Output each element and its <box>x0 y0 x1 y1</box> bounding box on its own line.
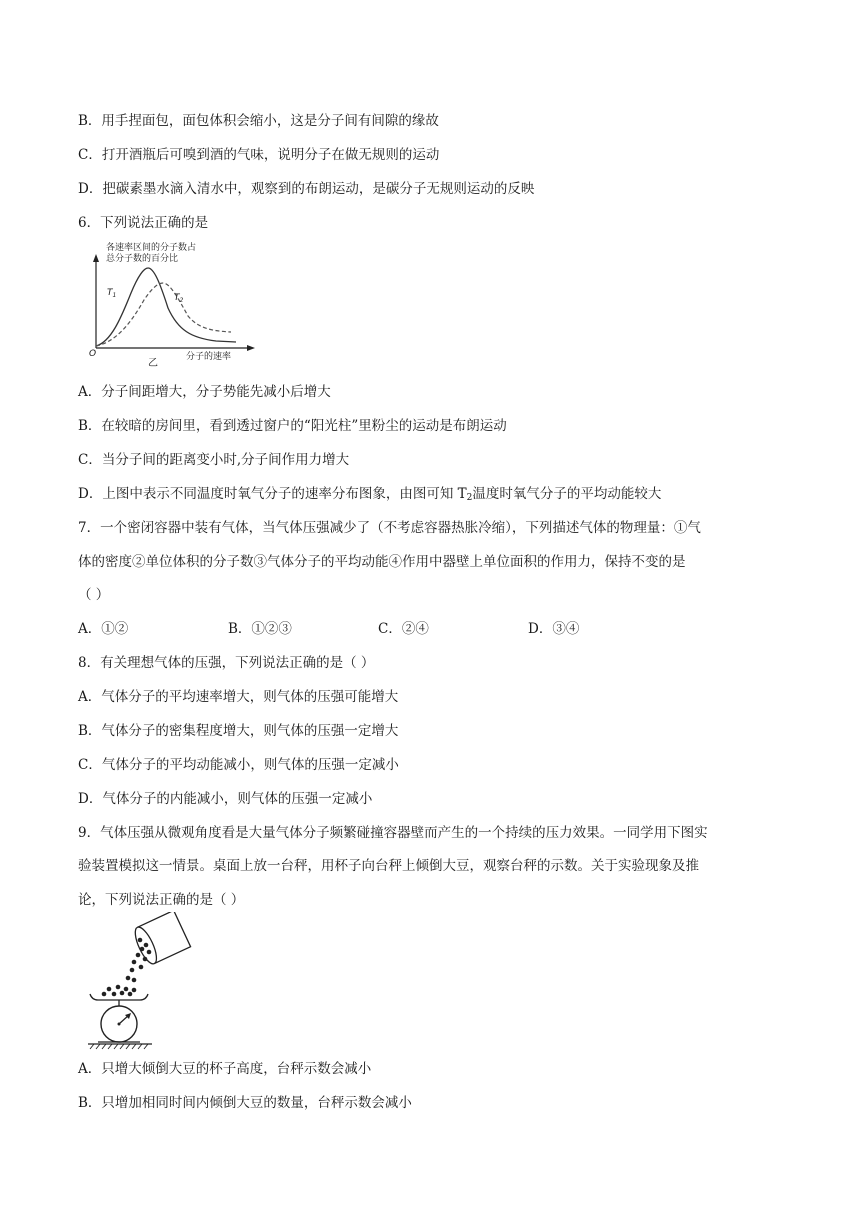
graph-xlabel: 分子的速率 <box>186 352 232 362</box>
q6-option-a: A．分子间距增大，分子势能先减小后增大 <box>78 384 331 400</box>
q6-stem: 6．下列说法正确的是 <box>78 215 209 231</box>
graph-origin: O <box>89 349 97 359</box>
q8-option-c: C．气体分子的平均动能减小，则气体的压强一定减小 <box>78 757 399 773</box>
q6-option-c: C．当分子间的距离变小时,分子间作用力增大 <box>78 452 350 468</box>
label-t1: $T_1$ <box>107 288 117 299</box>
q7-option-b: B．①②③ <box>228 621 292 637</box>
q7-option-a: A．①② <box>78 621 129 637</box>
q9-option-a: A．只增大倾倒大豆的杯子高度，台秤示数会减小 <box>78 1061 372 1077</box>
q8-option-a: A．气体分子的平均速率增大，则气体的压强可能增大 <box>78 689 399 705</box>
bean-scale-illustration <box>84 912 204 1050</box>
q7-option-d: D．③④ <box>528 621 580 637</box>
q9-stem-line3: 论，下列说法正确的是（ ） <box>78 892 245 908</box>
curve-t1 <box>96 268 236 346</box>
graph-x-arrow <box>247 345 255 351</box>
graph-ylabel-line2: 总分子数的百分比 <box>106 254 179 264</box>
table-hatching <box>90 1044 148 1049</box>
q7-stem-line3: （ ） <box>78 587 110 603</box>
q9-option-b: B．只增加相同时间内倾倒大豆的数量，台秤示数会减小 <box>78 1095 412 1111</box>
q5-option-d: D．把碳素墨水滴入清水中，观察到的布朗运动，是碳分子无规则运动的反映 <box>78 181 535 197</box>
q7-stem-line2: 体的密度②单位体积的分子数③气体分子的平均动能④作用中器壁上单位面积的作用力，保持不变的是 <box>78 554 686 570</box>
q5-option-b: B．用手捏面包，面包体积会缩小，这是分子间有间隙的缘故 <box>78 113 439 129</box>
label-t2: $T_2$ <box>174 293 184 304</box>
q8-stem: 8．有关理想气体的压强，下列说法正确的是（ ） <box>78 655 375 671</box>
q6-option-d: D．上图中表示不同温度时氧气分子的速率分布图象，由图可知 $T_2$温度时氧气分子的平均动能较大 <box>78 486 662 503</box>
q8-option-b: B．气体分子的密集程度增大，则气体的压强一定增大 <box>78 723 399 739</box>
q8-option-d: D．气体分子的内能减小，则气体的压强一定减小 <box>78 791 373 807</box>
dial-center <box>118 1023 121 1026</box>
graph-y-arrow <box>93 254 99 262</box>
q9-stem-line1: 9．气体压强从微观角度看是大量气体分子频繁碰撞容器壁而产生的一个持续的压力效果。一同学用下图实 <box>78 825 708 841</box>
q7-stem-line1: 7．一个密闭容器中装有气体，当气体压强减少了（不考虑容器热胀冷缩），下列描述气体的物理量：①气 <box>78 520 701 536</box>
graph-ylabel-line1: 各速率区间的分子数占 <box>106 243 197 253</box>
q7-option-c: C．②④ <box>378 621 429 637</box>
q6-option-b: B．在较暗的房间里，看到透过窗户的“阳光柱”里粉尘的运动是布朗运动 <box>78 418 507 434</box>
q5-option-c: C．打开酒瓶后可嗅到酒的气味，说明分子在做无规则的运动 <box>78 147 440 163</box>
graph-caption: 乙 <box>148 358 158 368</box>
scale-pan <box>90 994 148 1000</box>
q9-stem-line2: 验装置模拟这一情景。桌面上放一台秤，用杯子向台秤上倾倒大豆，观察台秤的示数。关于实验现象及推 <box>78 858 699 874</box>
speed-distribution-graph <box>86 238 256 368</box>
